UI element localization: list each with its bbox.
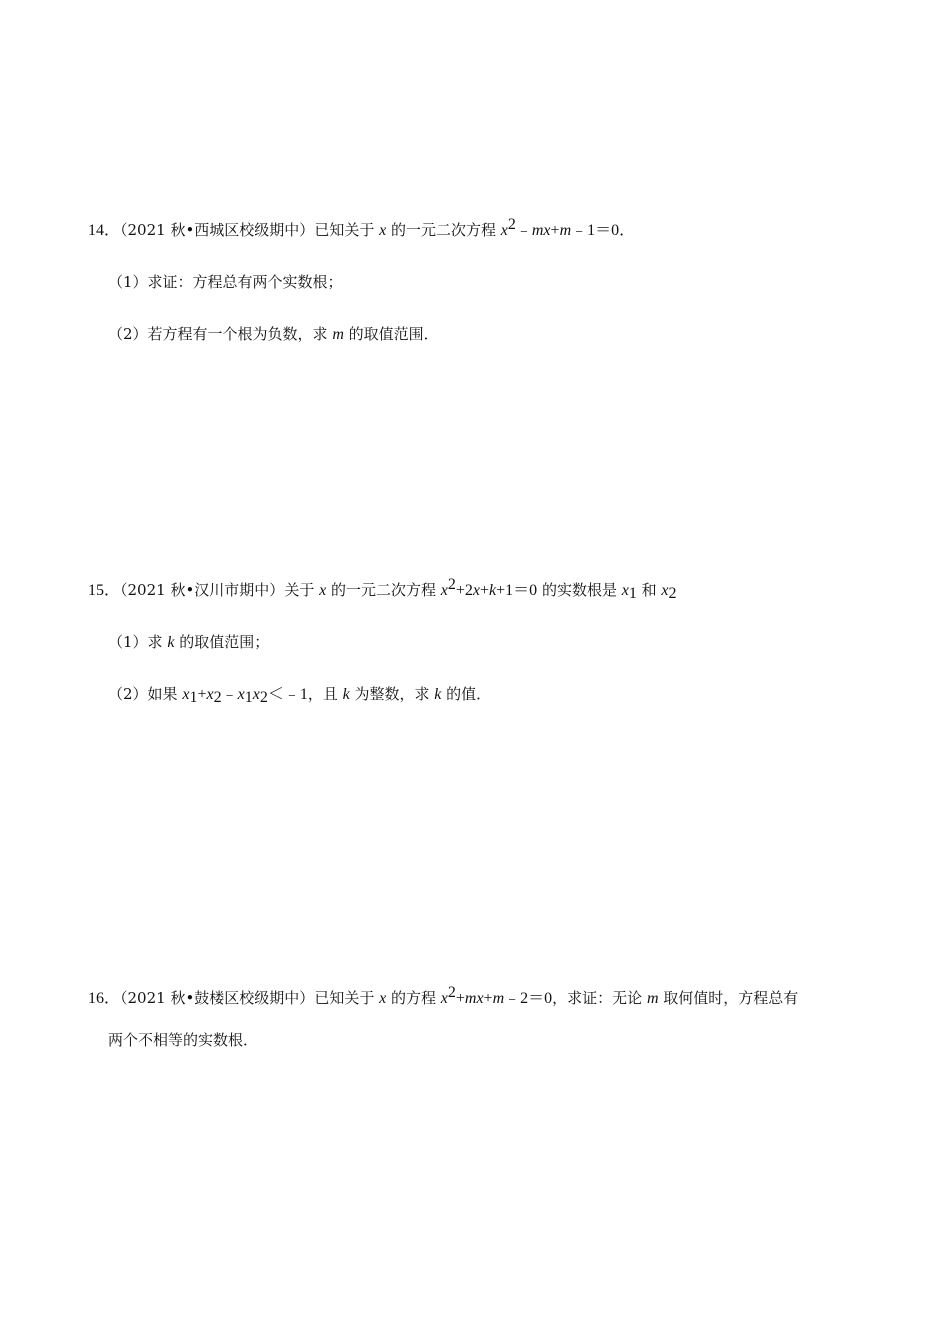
exponent: 2 — [447, 984, 456, 1001]
subscript: 2 — [213, 689, 222, 706]
expr-term: + — [197, 686, 207, 703]
part-text: 的取值范围． — [343, 325, 439, 343]
expr-term: ﹣ — [221, 686, 238, 703]
variable: k — [167, 634, 175, 651]
problem-16-source: （2021 秋•鼓楼区校级期中） — [120, 989, 315, 1007]
expr-term: x — [252, 686, 260, 703]
problem-14-part-1 — [108, 272, 343, 292]
part-label: （1） — [108, 633, 148, 651]
part-text: 如果 — [147, 685, 183, 703]
equation-term: mx — [531, 222, 551, 239]
equation-term: mx — [464, 990, 484, 1007]
stem-text: 关于 — [284, 581, 320, 599]
part-text: 为整数，求 — [349, 685, 435, 703]
stem-text: 和 — [636, 581, 662, 599]
equation-term: + — [483, 990, 493, 1007]
variable: k — [434, 686, 442, 703]
part-text: 的取值范围； — [174, 633, 270, 651]
problem-15-part-1 — [108, 632, 269, 653]
subscript: 1 — [628, 585, 637, 602]
equation-term: +2 — [455, 582, 473, 599]
equation-term: m — [492, 990, 505, 1007]
subscript: 1 — [189, 689, 198, 706]
part-label: （2） — [108, 325, 148, 343]
part-text: 求 — [147, 633, 168, 651]
stem-text: 已知关于 — [314, 989, 380, 1007]
expr-term: x — [182, 686, 190, 703]
expr-term: x — [237, 686, 245, 703]
equation-term: k — [489, 582, 497, 599]
part-label: （1） — [108, 273, 148, 291]
stem-text: 取何值时，方程总有 — [658, 989, 799, 1007]
problem-16-number: 16． — [88, 990, 121, 1007]
part-text: 求证：方程总有两个实数根； — [147, 273, 343, 291]
exponent: 2 — [507, 216, 516, 233]
stem-text: 的方程 — [386, 989, 441, 1007]
stem-text: 两个不相等的实数根． — [108, 1031, 259, 1049]
expr-term: ＜﹣1 — [267, 686, 308, 703]
equation-term: ﹣ — [515, 222, 532, 239]
equation-term: m — [559, 222, 572, 239]
equation-term: ﹣2＝0 — [504, 990, 553, 1007]
variable: x — [319, 582, 327, 599]
equation-term: x — [440, 582, 448, 599]
root-variable: x — [621, 582, 629, 599]
equation-term: +1＝0 — [496, 582, 538, 599]
equation-term: + — [550, 222, 560, 239]
problem-16-stem-continuation — [108, 1030, 258, 1050]
subscript: 2 — [259, 689, 268, 706]
problem-14-part-2 — [108, 324, 439, 345]
variable: m — [332, 326, 344, 343]
root-variable: x — [661, 582, 669, 599]
variable: x — [379, 990, 387, 1007]
stem-text: 的一元二次方程 — [386, 221, 501, 239]
problem-15-number: 15． — [88, 582, 121, 599]
stem-text: 的一元二次方程 — [326, 581, 441, 599]
problem-14-stem — [88, 216, 636, 241]
equation-term: x — [500, 222, 508, 239]
problem-16-stem — [88, 984, 799, 1009]
stem-text: 的实数根是 — [537, 581, 622, 599]
part-label: （2） — [108, 685, 148, 703]
stem-text: 已知关于 — [314, 221, 380, 239]
equation-term: x — [440, 990, 448, 1007]
problem-14-source: （2021 秋•西城区校级期中） — [120, 221, 315, 239]
part-text: 若方程有一个根为负数，求 — [147, 325, 333, 343]
equation-term: + — [480, 582, 490, 599]
variable: x — [379, 222, 387, 239]
problem-15-source: （2021 秋•汉川市期中） — [120, 581, 285, 599]
problem-15-stem — [88, 576, 677, 602]
part-text: 的值． — [441, 685, 492, 703]
equation-term: ﹣1＝0． — [571, 222, 636, 239]
variable: m — [646, 990, 659, 1007]
problem-14-number: 14． — [88, 222, 121, 239]
equation-term: x — [472, 582, 480, 599]
expr-term: x — [206, 686, 214, 703]
subscript: 2 — [668, 585, 677, 602]
stem-text: ，求证：无论 — [552, 989, 647, 1007]
equation-term: + — [455, 990, 465, 1007]
variable: k — [342, 686, 350, 703]
problem-15-part-2 — [108, 684, 491, 705]
exponent: 2 — [447, 576, 456, 593]
subscript: 1 — [244, 689, 253, 706]
part-text: ，且 — [307, 685, 343, 703]
